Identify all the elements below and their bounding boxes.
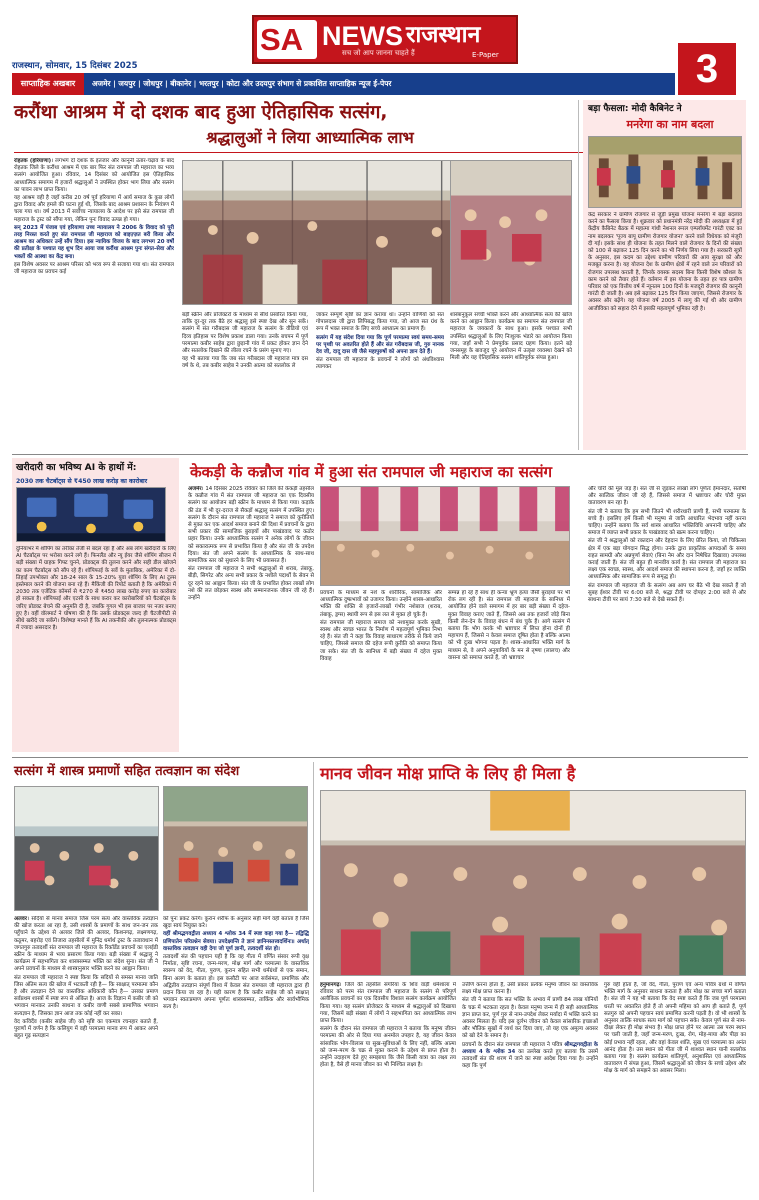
dateline: राजस्थान, सोमवार, 15 दिसंबर 2025 <box>12 61 138 71</box>
moksha-photo <box>320 790 746 976</box>
alwar-col2-para1: को पुनः प्रकट करेंगे। कुरान शरीफ के अनुसार सही मार्ग वही बताता है जिसे खुदा स्वयं नियुक्त करे। <box>163 916 309 930</box>
moksha-col2-para2: संत जी ने बताया कि सत भक्ति के अभाव में प्राणी 84 लाख योनियों के चक्र में भटकता रहता है। केवल मनुष्य जन्म में ही सही आध्यात्मिक ज्ञान प्राप्त कर, पूर्ण गुरु से नाम-उपदेश लेकर मर्यादा में भक्ति करने का अवसर मिलता है। यदि इस दुर्लभ जीवन को केवल सांसारिक इच्छाओं और भौतिक सुखों में व्यर्थ कर दिया जाए, तो यह एक अमूल्य अवसर को खो देने के समान है। <box>462 997 598 1040</box>
moksha-col2-emph: श्रीमद्भगवद्गीता के अध्याय 4 के श्लोक 34 <box>462 1041 598 1055</box>
kekri-col2-para2: संत रामपाल जी महाराज समाज को नशामुक्त करके सुखी, स्वस्थ और स्वच्छ भारत के निर्माण में महत्वपूर्ण भूमिका निभा रहे हैं। संत जी ने कहा कि विवाह साधारण तरीके से किये जाने चाहिए, जिससे समाज की दहेज रूपी कुरीति को समाप्त किया जा सके। संत जी के सानिध्य में बड़ी संख्या में दहेज मुक्त विवाह <box>320 619 442 662</box>
lead-col4-para1: शास्त्रानुकूल सच्ची भक्ति करने और आध्यात्मिक सत्य की खोज करने का आह्वान किया। कार्यक्रम का समापन संत रामपाल जी महाराज के जयकारों के साथ हुआ। इसके पश्चात सभी उपस्थित श्रद्धालुओं के लिए निःशुल्क भंडारे का आयोजन किया गया, जहाँ सभी ने प्रेमपूर्वक प्रसाद ग्रहण किया। इतने बड़े जनसमूह के बावजूद पूरे आयोजन में उत्कृष्ट व्यवस्था देखने को मिली और यह ऐतिहासिक सत्संग शांतिपूर्वक संपन्न हुआ। <box>450 312 572 362</box>
kekri-col1-para2: संत रामपाल जी महाराज ने सभी श्रद्धालुओं से शराब, तंबाकू, बीड़ी, सिगरेट और अन्य सभी प्रकार के नशीले पदार्थों के सेवन से दूर रहने का आह्वान किया। संत जी के प्रभावित होकर लाखों लोग नशे की लत छोड़कर स्वस्थ और सम्मानजनक जीवन जी रहे हैं। उन्होंने <box>188 566 314 602</box>
side-photo-workers <box>588 136 742 208</box>
logo-sa: SA <box>260 22 304 57</box>
masthead-logo <box>252 15 518 64</box>
alwar-photo-1 <box>14 786 159 911</box>
kekri-col3-para1: सम्पन्न हो रहे हैं साथ ही कन्या भ्रूण हत्या जैसी बुराइयों पर भी रोक लग रही है। संत रामपाल जी महाराज के सानिध्य में आयोजित होने वाले समागम में हर बार बड़ी संख्या में दहेज-मुक्त विवाह कराए जाते हैं, जिससे अब तक हजारों जोड़े बिना किसी लेन-देन के विवाह बंधन में बंध चुके हैं। आगे सत्संग में बताया कि भोग करके भी भ्रष्टाचार में लिप्त होना दोनों ही महापाप हैं, जिससे न केवल समाज दूषित होता है बल्कि आत्मा को भी दुःख भोगना पड़ता है। शास्त्र-आधारित भक्ति मार्ग के माध्यम से, वे अपने अनुयायियों के मन से तृष्णा (लालच) और वासना को समाप्त करते हैं, जो भ्रष्टाचार <box>448 590 570 661</box>
kekri-col4-para1: और चोरी की मूल जड़ हैं। संत जी से जुड़कर लाखों लोग पूर्णतः ईमानदार, संतोषी और सात्विक जीवन जी रहे हैं, जिससे समाज में भ्रष्टाचार और चोरी मुक्त वातावरण बन रहा है। <box>588 486 746 507</box>
weekly-badge-label: साप्ताहिक अखबार <box>20 79 76 88</box>
lead-col3-para2: संत रामपाल जी महाराज के प्रवचनों ने लोगों को अंधविश्वास त्यागकर <box>316 357 444 371</box>
kekri-col1-para1: । 14 दिसंबर 2025 रविवार को जिले की केकड़ी तहसील के कन्नौज गांव में संत रामपाल जी महाराज का एक दिवसीय सत्संग का आयोजन बड़ी स्क्रीन के माध्यम से किया गया। कड़ाके की ठंड में भी दूर-दराज से सैकड़ों श्रद्धालु सत्संग में उपस्थित हुए। सत्संग के दौरान संत रामपाल जी महाराज ने समाज को कुरीतियों से मुक्त कर एक आदर्श समाज बनाने की दिशा में प्रवचनों के द्वारा सभी प्रकार की सामाजिक बुराइयों और पाखंडवाद पर कठोर प्रहार किया। उनके आध्यात्मिक सत्संग ने अनेक लोगों के जीवन को सकारात्मक रूप से प्रभावित किया है और संत जी के उपदेश दिया। संत जी अपने सत्संग के आध्यात्मिक के साथ-साथ सामाजिक स्तर को सुधारने के लिए भी प्रयासरत हैं। <box>188 486 314 565</box>
kekri-col4-para4: संत रामपाल जी महाराज जी के सत्संग अब आप घर बैठे भी देख सकते हैं जो सुबह ईश्वर टीवी पर 6:00 बजे से, श्रद्धा टीवी पर दोपहर 2:00 बजे से और साधना टीवी पर सायं 7:30 बजे से देखे सकते हैं। <box>588 582 746 604</box>
lead-dateline: रोहतक (हरियाणा) <box>14 158 52 164</box>
moksha-col1-para1: । जिले की तहसील संगरिया के शिव वाड़ी धर्मशाला में रविवार को परम संत रामपाल जी महाराज के सत्संग से परिपूर्ण अलौकिक प्रवचनों का एक दिवसीय विशाल सत्संग कार्यक्रम आयोजित किया गया। यह सत्संग प्रोजेक्टर के माध्यम से श्रद्धालुओं को दिखाया गया, जिसमें बड़ी संख्या में लोगों ने सहभागिता कर आध्यात्मिक लाभ प्राप्त किया। <box>320 982 456 1025</box>
kekri-col-4 <box>588 486 746 752</box>
alwar-headline: सत्संग में शास्त्र प्रमाणों सहित तत्वज्ञान का संदेश <box>14 764 240 779</box>
lead-col1-para2: यह आश्रम वही है जहाँ करीब 20 वर्ष पूर्व हरियाणा में आर्य समाज के कुछ लोगों द्वारा विवाद और हमले की घटना हुई थी, जिसके बाद आश्रम प्रशासन के नियंत्रण में चला गया था। वर्ष 2013 में सर्वोच्च न्यायालय के आदेश पर इसे संत रामपाल जी महाराज के ट्रस्ट को सौंपा गया, लेकिन पुनः विवाद उत्पन्न हो गया। <box>14 195 174 223</box>
alwar-col1-para1: । सदियों से मानव समाज जिस परम सत्य और वास्तविक तत्वज्ञान की खोज करता आ रहा है, उसी शास्त्रों के प्रमाणों के साथ जन-जन तक पहुँचाने के उद्देश्य से अलवर जिले की अलवर, किशनगढ़, लक्ष्मणगढ़, कठूमर, बहरोड़ एवं तिजारा तहसीलों में मुनिंद्र धर्मार्थ ट्रस्ट के तत्वावधान में जगतगुरु तत्वदर्शी संत रामपाल जी महाराज के रिकॉर्डेड प्रवचनों का एलईडी स्क्रीन के माध्यम से भव्य प्रसारण किया गया। बड़ी संख्या में श्रद्धालु ने कार्यक्रम में सहभागिता कर शास्त्रसम्मत भक्ति का संदेश सुना। संत जी ने अपने प्रवचनों के माध्यम से शास्त्रानुसार भक्ति करने का आह्वान किया। <box>14 916 158 973</box>
section-rule-1 <box>12 454 748 455</box>
page-number-box <box>678 43 736 95</box>
alwar-col-2 <box>163 916 309 1192</box>
lead-col-1 <box>14 158 174 450</box>
lead-col3-emph: सत्संग में यह संदेश दिया गया कि पूर्ण परमात्मा स्वयं समय-समय पर पृथ्वी पर अवतरित होते हैं और संत गरीबदास जी, गुरु नानक देव जी, दादू दास जी जैसे महापुरुषों को अपना ज्ञान देते हैं। <box>316 334 444 356</box>
logo-news: NEWS <box>322 21 403 51</box>
moksha-headline: मानव जीवन मोक्ष प्राप्ति के लिए ही मिला है <box>320 764 576 783</box>
lead-photo-women <box>450 160 572 305</box>
logo-state: राजस्थान <box>406 22 481 48</box>
tagline: सच जो आप जानना चाहते हैं <box>342 49 415 57</box>
ai-subhead: 2030 तक चैटबॉट्स से ₹450 लाख करोड़ का कारोबार <box>16 478 148 485</box>
lead-col1-emph: सन् 2023 में पंजाब एवं हरियाणा उच्च न्यायालय ने 2006 के विवाद को पूरी तरह निरस्त करते हुए संत रामपाल जी महाराज को बाइज़्ज़त बरी किया और आश्रम का अधिकार उन्हें सौंप दिया। इस न्यायिक विजय के बाद लगभग 20 वर्षों की प्रतीक्षा के पश्चात यह शुभ दिन आया जब करौंथा आश्रम पुनः संगत-सेवा और भक्तों की आस्था का केंद्र बना। <box>14 224 174 260</box>
alwar-col2-emph: वहीं श्रीमद्भगवद्गीता अध्याय 4 श्लोक 34 में स्पष्ट कहा गया है— तद्विद्धि प्रणिपातेन परिप्रश्नेन सेवया। उपदेक्ष्यन्ति ते ज्ञानं ज्ञानिनस्तत्त्वदर्शिनः॥ अर्थात् वास्तविक तत्वज्ञान वही देगा जो पूर्ण ज्ञानी, तत्वदर्शी संत हो। <box>163 931 309 952</box>
lead-col1-para1: । लगभग दो दशक के इंतजार और कानूनी उतार-चढ़ाव के बाद रोहतक जिले के करौंथा आश्रम में एक बार फिर संत रामपाल जी महाराज का भव्य सत्संग आयोजित हुआ। रविवार, 14 दिसंबर को आयोजित इस ऐतिहासिक आध्यात्मिक समागम में हजारों श्रद्धालुओं ने उपस्थित होकर भाग लिया और सत्संग का पावन लाभ प्राप्त किया। <box>14 158 174 193</box>
bottom-divider <box>313 762 314 1192</box>
cities-strip <box>12 73 675 95</box>
kekri-headline: केकड़ी के कन्नौज गांव में हुआ संत रामपाल जी महाराज का सत्संग <box>190 463 553 481</box>
page-number: 3 <box>695 47 719 91</box>
lead-col2-para2: यह भी बताया गया कि जब संत गरीबदास जी महाराज मात्र दस वर्ष के थे, तब कबीर साहेब ने उनकी आत्मा को सतलोक ले <box>182 356 308 370</box>
epaper-label: E-Paper <box>472 51 499 59</box>
section-rule-2 <box>12 757 748 758</box>
kekri-col-2 <box>320 590 442 752</box>
kekri-col2-para1: प्रवचनों के माध्यम से नशे के शारीरिक, सामाजिक और आध्यात्मिक दुष्प्रभावों को उजागर किया। उन्होंने शास्त्र-आधारित भक्ति की शक्ति से हजारों-लाखों गंभीर नशेबाज (शराब, तंबाकू, ड्रग्स) स्थायी रूप से इस लत से मुक्त हो चुके हैं। <box>320 590 442 618</box>
lead-headline-2: श्रद्धालुओं ने लिया आध्यात्मिक लाभ <box>206 128 414 147</box>
lead-col1-para3: इस विशेष अवसर पर आश्रम परिसर को भव्य रूप से सजाया गया था। संत रामपाल जी महाराज का प्रवचन कई <box>14 261 174 276</box>
kekri-col-1 <box>188 486 314 752</box>
moksha-dateline: हनुमानगढ़ <box>320 982 340 988</box>
alwar-dateline: अलवर <box>14 916 27 922</box>
lead-col2-para1: बड़ी स्क्रीन और प्रोजेक्टरों के माध्यम से सीधे प्रसारित किया गया, ताकि दूर-दूर तक बैठे हर श्रद्धालु इसे स्पष्ट देख और सुन सकें। सत्संग में संत गरीबदास जी महाराज के सत्संग के वीडियो एवं दिव्य इतिहास पर विशेष प्रकाश डाला गया। उनके बचपन में पूर्ण परमात्मा कबीर साहेब द्वारा छुड़ानी गांव में प्रकट होकर ज्ञान देने और सतलोक दिखाने की लीला रचने के प्रसंग सुनाए गए। <box>182 312 308 355</box>
side-story-text: केंद्र सरकार ने ग्रामीण रोजगार से जुड़ी प्रमुख योजना मनरेगा में बड़ा बदलाव करने का फैसला किया है। शुक्रवार को प्रधानमंत्री नरेंद्र मोदी की अध्यक्षता में हुई केंद्रीय कैबिनेट बैठक में महात्मा गांधी नेशनल रूरल एम्प्लॉयमेंट गारंटी एक्ट का नाम बदलकर 'पूज्य बापू ग्रामीण रोजगार योजना' करने वाले विधेयक को मंजूरी दी गई। इसके साथ ही योजना के तहत मिलने वाले रोजगार के दिनों की संख्या को 100 से बढ़ाकर 125 दिन करने का भी निर्णय लिया गया है। सरकारी सूत्रों के अनुसार, इस कदम का उद्देश्य ग्रामीण परिवारों की आय सुरक्षा को और मजबूत करना है। यह योजना देश के ग्रामीण क्षेत्रों में रहने वाले उन परिवारों को रोजगार उपलब्ध कराती है, जिनके वयस्क सदस्य बिना किसी विशेष कौशल के काम करने को तैयार होते हैं। वर्तमान में इस योजना के तहत हर पात्र ग्रामीण परिवार को एक वित्तीय वर्ष में न्यूनतम 100 दिनों के मजदूरी रोजगार की कानूनी गारंटी दी जाती है। अब इसे बढ़ाकर 125 दिन किया जाएगा, जिससे रोजगार के अवसर और बढ़ेंगे। यह योजना वर्ष 2005 में लागू की गई थी और ग्रामीण आजीविका को सहारा देने में इसकी महत्वपूर्ण भूमिका रही है। <box>588 212 742 312</box>
side-headline-2: मनरेगा का नाम बदला <box>626 118 714 131</box>
lead-col-4 <box>450 312 572 450</box>
moksha-col3-para1: गुरु वही होता है, जो वेद, गीता, पुराण एवं अन्य पवित्र ग्रंथों में वर्णित भक्ति मार्ग के अनुसार साधना कराता है और मोक्ष का सच्चा मार्ग बताता है। संत जी ने यह भी बताया कि वेद स्पष्ट करते हैं कि जब पूर्ण परमात्मा धरती पर अवतरित होते हैं तो अपनी महिमा को आप ही बताते हैं, पूर्ण सतगुरु को अपनी पहचान स्वयं प्रमाणित करनी पड़ती है। वो भी शास्त्रों के अनुसार तात्कि साधक सत्य मार्ग को पहचान सके। केवल पूर्ण संत से नाम-दीक्षा लेकर ही मोक्ष संभव है। मोक्ष प्राप्त होने पर आत्मा उस परम स्थान पर चली जाती है, जहाँ जन्म-मरण, दुःख, रोग, मोह-माया और पीड़ा का कोई प्रभाव नहीं रहता, और वहां केवल शांति, सुख एवं परमात्मा का अनंत आनंद होता है। उस स्थान को गीता जी में शाश्वत स्थान यानी सतलोक बताया गया है। सत्संग कार्यक्रम शांतिपूर्ण, अनुशासित एवं आध्यात्मिक वातावरण में संपन्न हुआ, जिसमें श्रद्धालुओं को जीवन के सच्चे उद्देश्य और मोक्ष के मार्ग को समझने का अवसर मिला। <box>604 982 746 1075</box>
ai-story-text: दुनियाभर में शॉपिंग का तरीका तेजी से बदल रहा है और अब लोग खरीदारी के लिए AI चैटबॉट्स पर भरोसा करने लगे हैं। फिनलैंड और न्यू ईयर जैसे शॉपिंग सीजन में बड़ी संख्या में ग्राहक गिफ्ट चुनने, प्रोडक्ट्स की तुलना करने और सही डील खोजने का काम चैटबॉट्स को सौंप रहे हैं। शॉपिफाई के सर्वे के मुताबिक, अमेरिका में दो-तिहाई उपभोक्ता और 18-24 साल के 15-20% युवा शॉपिंग के लिए AI टूल्स इस्तेमाल करने की योजना बना रहे हैं। मैकिंजी की रिपोर्ट बताती है कि अमेरिका में 2030 तक एजेंटिक कॉमर्स से ₹270 से ₹450 लाख करोड़ रुपए का कारोबार हो सकता है। शॉपिफाई और एटसी के साथ करार कर कारोबारियों को चैटबॉट्स के जरिए प्रोडक्ट बेचने की अनुमति दी है, जबकि गूगल भी इस बाजार पर नजर बनाए हुए है। वहीं वॉलमार्ट ने घोषणा की है कि उसके प्रोडक्ट्स जल्द ही चैटजीपीटी से सीधे खरीदे जा सकेंगे। विशेषज्ञ मानते हैं कि AI तकनीकी और तुलनात्मक प्रोडक्ट्स में ज्यादा असरदार है। <box>16 546 176 632</box>
lead-headline-1: करौंथा आश्रम में दो दशक बाद हुआ ऐतिहासिक सत्संग, <box>14 102 388 123</box>
cities-line: अजमेर | जयपुर | जोधपुर | बीकानेर | भरतपुर | कोटा और उदयपुर संभाग से प्रकाशित साप्ताहिक न्यूज ई-पेपर <box>92 79 392 88</box>
lead-rule <box>14 152 599 153</box>
kekri-photo-tent <box>320 486 570 586</box>
alwar-col-1 <box>14 916 158 1192</box>
side-headline-1: बड़ा फैसला: मोदी कैबिनेट ने <box>588 104 682 114</box>
kekri-dateline: अजमेर <box>188 486 202 492</box>
alwar-col1-para2: संत रामपाल जी महाराज ने स्पष्ट किया कि सदियों से समस्त मानव जाति जिस अंतिम सत्य की खोज में भटकती रही है— कि साक्षात् परमात्मा कौन है और तत्वज्ञान देने का वास्तविक अधिकारी कौन है— उसका प्रमाण सर्वप्रथम शास्त्रों में स्पष्ट रूप से अंकित है। आज के विज्ञान में कबीर जी को भगवान मानकर उनकी साधना व कबीर वाणी सबसे प्रामाणिक भगवान सत्यज्ञान है, जिसका ज्ञान आज तक कोई नहीं कर सका। <box>14 974 158 1017</box>
kekri-col-3 <box>448 590 570 752</box>
kekri-col4-para2: संत जी ने बताया कि हम सभी जितने भी शरीरधारी प्राणी हैं, सभी परमात्मा के बच्चे हैं। इसलिए हमें किसी भी मनुष्य से जाति आधारित भेदभाव नहीं करना चाहिए। उन्होंने बताया कि सर्व शास्त्र आधारित भक्तिविधि अपनानी चाहिए और समाज में व्याप्त सभी प्रकार के पाखंडवाद को खत्म करना चाहिए। <box>588 508 746 537</box>
ai-photo <box>16 487 166 542</box>
moksha-col2-para3: प्रवचनों के दौरान संत रामपाल जी महाराज ने पवित्र <box>462 1041 563 1048</box>
moksha-col2-para4: का उल्लेख करते हुए बताया कि उसमें तत्वदर्शी संत की शरण में जाने का स्पष्ट आदेश दिया गया है। उन्होंने कहा कि पूर्ण <box>462 1048 598 1070</box>
moksha-col2-para1: उत्तीर्ण करना होता है, उसी प्रकार प्रत्येक मनुष्य जीवन का वास्तविक लक्ष्य मोक्ष प्राप्त करना है। <box>462 982 598 996</box>
moksha-col-2 <box>462 982 598 1192</box>
ai-headline-1: खरीदारी का भविष्य AI के हाथों में: <box>16 462 137 473</box>
weekly-badge <box>12 73 84 95</box>
side-divider <box>578 100 579 450</box>
moksha-col-1 <box>320 982 456 1192</box>
kekri-col4-para3: संत जी ने श्रद्धालुओं को रक्तदान और देहदान के लिए प्रेरित किया, जो चिकित्सा क्षेत्र में एक बड़ा योगदान सिद्ध होगा। उनके द्वारा प्राकृतिक आपदाओं के समय राहत सामग्री और अन्नपूर्णा सेवाएं (बिना नेम और दान निषेधित दिखावा) उपलब्ध कराई जाती हैं। संत जी बहुत ही मानवीय कार्य है। संत रामपाल जी महाराज का लक्ष्य एक स्वच्छ, स्वस्थ, और आदर्श समाज की स्थापना करना है, जहाँ हर व्यक्ति आध्यात्मिक और सामाजिक रूप से समृद्ध हो। <box>588 538 746 581</box>
lead-col-3 <box>316 312 444 450</box>
moksha-col1-para2: सत्संग के दौरान संत रामपाल जी महाराज ने बताया कि मनुष्य जीवन परमात्मा की ओर से दिया गया अनमोल उपहार है, यह जीवन केवल सांसारिक भोग-विलास या सुख-सुविधाओं के लिए नहीं, बल्कि आत्मा को जन्म-मरण के चक्र से मुक्त कराने के उद्देश्य से प्राप्त होता है। उन्होंने उदाहरण देते हुए समझाया कि जैसे किसी यात्रा का लक्ष्य तय होता है, वैसे ही मानव जीवन का भी निश्चित लक्ष्य है। <box>320 1026 456 1069</box>
moksha-col-3 <box>604 982 746 1192</box>
alwar-photo-2 <box>163 786 308 911</box>
lead-col-2 <box>182 312 308 450</box>
lead-col3-para1: जाकर सम्पूर्ण सृष्टि का ज्ञान कराया था। उन्होंने वाणियों को संत गोपालदास जी द्वारा लिपिबद्ध किया गया, जो आज सत ग्रंथ के रूप में भक्त समाज के लिए सच्चे आध्यात्म का प्रमाण हैं। <box>316 312 444 333</box>
alwar-col2-para2: तत्वदर्शी संत की पहचान यही है कि वह गीता में वर्णित संसार रूपी वृक्ष निर्माता, सृष्टि रचना, जन्म-मरण, मोक्ष मार्ग और परमात्मा के वास्तविक स्वरूप को वेद, गीता, पुराण, कुरान सहित सभी धर्मग्रंथों से एक समान, बिना अलग के बताता हो। इस कसौटी पर आज सर्वसंमत, प्रमाणिक और अद्वितीय तत्वज्ञान संपूर्ण विश्व में केवल संत रामपाल जी महाराज द्वारा ही प्रदान किया जा रहा है। यही कारण है कि कबीर साहेब जी को साक्षात् भगवान स्वतःप्रमाण अपना पूर्णतः शास्त्रसम्मत, तार्किक और सार्वभौमिक सत्य है। <box>163 954 309 1011</box>
alwar-col1-para3: वेद कविर्देव (कबीर साहेब जी) को सृष्टि का एकमात्र रचनहार बताते हैं, पुराणों में वर्णन है कि कलियुग में वही परमात्मा मानव रूप में आकर अपने बहुत गूढ़ सत्यज्ञान <box>14 1018 158 1040</box>
